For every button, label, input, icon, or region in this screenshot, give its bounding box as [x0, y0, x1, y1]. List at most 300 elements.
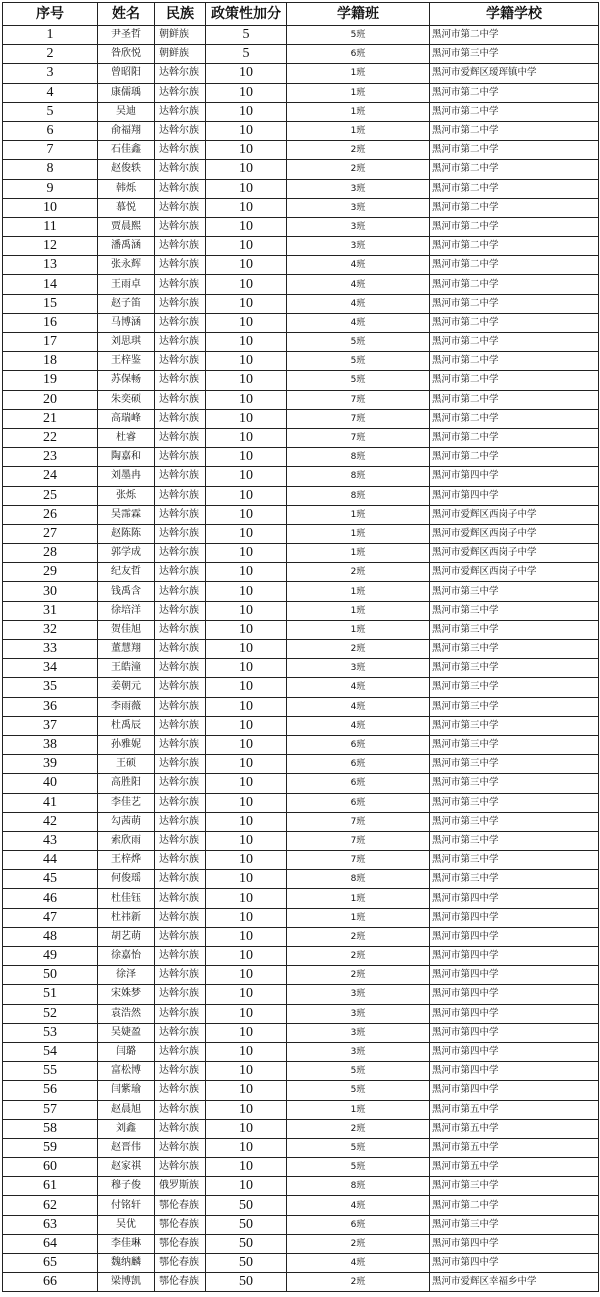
- cell-ethnicity: 达斡尔族: [155, 716, 206, 735]
- cell-class: 6班: [287, 735, 430, 754]
- cell-ethnicity: 达斡尔族: [155, 83, 206, 102]
- cell-name: 贺佳旭: [98, 620, 155, 639]
- cell-name: 王梓烨: [98, 851, 155, 870]
- cell-seq: 64: [3, 1234, 98, 1253]
- cell-school: 黑河市第三中学: [430, 620, 599, 639]
- cell-school: 黑河市第三中学: [430, 697, 599, 716]
- cell-name: 闫璐: [98, 1042, 155, 1061]
- cell-ethnicity: 达斡尔族: [155, 544, 206, 563]
- table-row: [3, 524, 599, 543]
- cell-bonus: 10: [206, 716, 287, 735]
- cell-name: 苏保畅: [98, 371, 155, 390]
- cell-school: 黑河市第二中学: [430, 333, 599, 352]
- cell-ethnicity: 达斡尔族: [155, 735, 206, 754]
- cell-name: 赵俊轶: [98, 160, 155, 179]
- cell-bonus: 10: [206, 870, 287, 889]
- table-row: [3, 774, 599, 793]
- cell-bonus: 10: [206, 179, 287, 198]
- cell-bonus: 10: [206, 1004, 287, 1023]
- table-row: [3, 141, 599, 160]
- table-row: [3, 179, 599, 198]
- cell-bonus: 10: [206, 1158, 287, 1177]
- table-row: [3, 851, 599, 870]
- cell-bonus: 10: [206, 467, 287, 486]
- cell-seq: 12: [3, 237, 98, 256]
- cell-school: 黑河市第四中学: [430, 1023, 599, 1042]
- cell-class: 1班: [287, 582, 430, 601]
- cell-class: 4班: [287, 716, 430, 735]
- cell-class: 4班: [287, 256, 430, 275]
- cell-name: 杜祎新: [98, 908, 155, 927]
- cell-ethnicity: 达斡尔族: [155, 275, 206, 294]
- cell-bonus: 10: [206, 620, 287, 639]
- cell-seq: 27: [3, 524, 98, 543]
- cell-bonus: 10: [206, 1119, 287, 1138]
- table-row: [3, 1004, 599, 1023]
- cell-name: 尹圣哲: [98, 26, 155, 45]
- table-row: [3, 294, 599, 313]
- cell-bonus: 10: [206, 1177, 287, 1196]
- cell-class: 1班: [287, 889, 430, 908]
- cell-class: 7班: [287, 851, 430, 870]
- cell-seq: 18: [3, 352, 98, 371]
- cell-class: 1班: [287, 83, 430, 102]
- cell-class: 1班: [287, 544, 430, 563]
- cell-seq: 15: [3, 294, 98, 313]
- cell-name: 纪友哲: [98, 563, 155, 582]
- table-row: [3, 371, 599, 390]
- cell-name: 赵家祺: [98, 1158, 155, 1177]
- cell-bonus: 10: [206, 697, 287, 716]
- table-row: [3, 1100, 599, 1119]
- cell-name: 袁浩然: [98, 1004, 155, 1023]
- cell-name: 魏纳麟: [98, 1254, 155, 1273]
- table-row: [3, 966, 599, 985]
- cell-seq: 20: [3, 390, 98, 409]
- cell-school: 黑河市第三中学: [430, 678, 599, 697]
- table-row: [3, 275, 599, 294]
- cell-ethnicity: 达斡尔族: [155, 294, 206, 313]
- cell-ethnicity: 达斡尔族: [155, 486, 206, 505]
- cell-bonus: 10: [206, 640, 287, 659]
- cell-school: 黑河市第二中学: [430, 448, 599, 467]
- cell-seq: 60: [3, 1158, 98, 1177]
- cell-school: 黑河市第二中学: [430, 256, 599, 275]
- cell-class: 2班: [287, 141, 430, 160]
- cell-class: 3班: [287, 179, 430, 198]
- cell-school: 黑河市爱辉区西岗子中学: [430, 524, 599, 543]
- cell-seq: 30: [3, 582, 98, 601]
- cell-school: 黑河市第五中学: [430, 1119, 599, 1138]
- cell-ethnicity: 达斡尔族: [155, 966, 206, 985]
- cell-seq: 59: [3, 1138, 98, 1157]
- cell-school: 黑河市第二中学: [430, 198, 599, 217]
- cell-name: 姜朝元: [98, 678, 155, 697]
- cell-bonus: 10: [206, 237, 287, 256]
- cell-class: 1班: [287, 601, 430, 620]
- table-row: [3, 908, 599, 927]
- cell-class: 3班: [287, 1023, 430, 1042]
- cell-seq: 26: [3, 505, 98, 524]
- cell-bonus: 10: [206, 371, 287, 390]
- cell-school: 黑河市爱辉区西岗子中学: [430, 505, 599, 524]
- cell-class: 1班: [287, 1100, 430, 1119]
- cell-class: 8班: [287, 448, 430, 467]
- cell-seq: 1: [3, 26, 98, 45]
- cell-name: 昝欣悦: [98, 45, 155, 64]
- header-bonus: 政策性加分: [206, 3, 287, 26]
- cell-bonus: 10: [206, 582, 287, 601]
- table-row: [3, 620, 599, 639]
- cell-seq: 42: [3, 812, 98, 831]
- cell-name: 王梓鉴: [98, 352, 155, 371]
- cell-ethnicity: 达斡尔族: [155, 947, 206, 966]
- cell-school: 黑河市第三中学: [430, 716, 599, 735]
- table-row: [3, 735, 599, 754]
- cell-school: 黑河市第四中学: [430, 1042, 599, 1061]
- table-row: [3, 985, 599, 1004]
- cell-bonus: 10: [206, 678, 287, 697]
- cell-bonus: 10: [206, 889, 287, 908]
- cell-ethnicity: 鄂伦春族: [155, 1273, 206, 1292]
- table-row: [3, 1234, 599, 1253]
- cell-ethnicity: 达斡尔族: [155, 237, 206, 256]
- cell-class: 4班: [287, 313, 430, 332]
- cell-bonus: 10: [206, 831, 287, 850]
- cell-bonus: 10: [206, 966, 287, 985]
- cell-seq: 58: [3, 1119, 98, 1138]
- table-row: [3, 1062, 599, 1081]
- cell-school: 黑河市第二中学: [430, 1196, 599, 1215]
- cell-ethnicity: 达斡尔族: [155, 640, 206, 659]
- cell-school: 黑河市第三中学: [430, 735, 599, 754]
- cell-name: 刘鑫: [98, 1119, 155, 1138]
- cell-seq: 65: [3, 1254, 98, 1273]
- table-row: [3, 1023, 599, 1042]
- cell-ethnicity: 达斡尔族: [155, 64, 206, 83]
- cell-seq: 39: [3, 755, 98, 774]
- cell-seq: 47: [3, 908, 98, 927]
- cell-school: 黑河市爱辉区西岗子中学: [430, 544, 599, 563]
- table-row: [3, 831, 599, 850]
- cell-class: 5班: [287, 26, 430, 45]
- cell-school: 黑河市第二中学: [430, 275, 599, 294]
- table-row: [3, 678, 599, 697]
- table-row: [3, 352, 599, 371]
- cell-seq: 21: [3, 409, 98, 428]
- cell-school: 黑河市第四中学: [430, 985, 599, 1004]
- cell-seq: 10: [3, 198, 98, 217]
- cell-class: 3班: [287, 217, 430, 236]
- cell-school: 黑河市第三中学: [430, 640, 599, 659]
- cell-bonus: 10: [206, 659, 287, 678]
- cell-class: 2班: [287, 640, 430, 659]
- table-row: [3, 582, 599, 601]
- cell-school: 黑河市第四中学: [430, 889, 599, 908]
- cell-ethnicity: 达斡尔族: [155, 102, 206, 121]
- table-row: [3, 121, 599, 140]
- cell-seq: 37: [3, 716, 98, 735]
- table-row: [3, 505, 599, 524]
- cell-class: 2班: [287, 947, 430, 966]
- cell-school: 黑河市第四中学: [430, 1004, 599, 1023]
- cell-name: 高瑞峰: [98, 409, 155, 428]
- cell-seq: 3: [3, 64, 98, 83]
- cell-bonus: 10: [206, 217, 287, 236]
- cell-name: 穆子俊: [98, 1177, 155, 1196]
- cell-ethnicity: 达斡尔族: [155, 659, 206, 678]
- cell-bonus: 10: [206, 601, 287, 620]
- cell-class: 3班: [287, 1004, 430, 1023]
- table-row: [3, 1177, 599, 1196]
- cell-ethnicity: 鄂伦春族: [155, 1215, 206, 1234]
- cell-seq: 8: [3, 160, 98, 179]
- cell-bonus: 10: [206, 1042, 287, 1061]
- cell-class: 1班: [287, 121, 430, 140]
- cell-school: 黑河市第三中学: [430, 870, 599, 889]
- table-row: [3, 1273, 599, 1292]
- table-row: [3, 237, 599, 256]
- cell-school: 黑河市第二中学: [430, 313, 599, 332]
- cell-school: 黑河市第三中学: [430, 755, 599, 774]
- cell-ethnicity: 达斡尔族: [155, 697, 206, 716]
- cell-class: 7班: [287, 428, 430, 447]
- cell-name: 董慧翔: [98, 640, 155, 659]
- cell-bonus: 10: [206, 927, 287, 946]
- table-row: [3, 640, 599, 659]
- cell-school: 黑河市第二中学: [430, 160, 599, 179]
- cell-class: 6班: [287, 755, 430, 774]
- cell-name: 王皓潼: [98, 659, 155, 678]
- cell-ethnicity: 达斡尔族: [155, 812, 206, 831]
- cell-name: 贾晨熙: [98, 217, 155, 236]
- cell-class: 1班: [287, 524, 430, 543]
- cell-school: 黑河市第二中学: [430, 371, 599, 390]
- cell-seq: 28: [3, 544, 98, 563]
- cell-seq: 57: [3, 1100, 98, 1119]
- cell-name: 张烁: [98, 486, 155, 505]
- cell-seq: 35: [3, 678, 98, 697]
- cell-seq: 51: [3, 985, 98, 1004]
- cell-class: 5班: [287, 371, 430, 390]
- cell-class: 2班: [287, 563, 430, 582]
- cell-name: 付铭轩: [98, 1196, 155, 1215]
- table-row: [3, 390, 599, 409]
- header-ethnicity: 民族: [155, 3, 206, 26]
- cell-ethnicity: 达斡尔族: [155, 467, 206, 486]
- cell-class: 2班: [287, 1119, 430, 1138]
- cell-ethnicity: 达斡尔族: [155, 678, 206, 697]
- cell-class: 5班: [287, 1158, 430, 1177]
- cell-school: 黑河市第三中学: [430, 812, 599, 831]
- cell-ethnicity: 达斡尔族: [155, 985, 206, 1004]
- cell-name: 李雨薇: [98, 697, 155, 716]
- cell-school: 黑河市第三中学: [430, 601, 599, 620]
- table-row: [3, 755, 599, 774]
- table-row: [3, 1254, 599, 1273]
- cell-name: 吴霈霖: [98, 505, 155, 524]
- cell-school: 黑河市第二中学: [430, 352, 599, 371]
- cell-seq: 46: [3, 889, 98, 908]
- cell-seq: 13: [3, 256, 98, 275]
- cell-class: 2班: [287, 966, 430, 985]
- cell-school: 黑河市第四中学: [430, 966, 599, 985]
- cell-name: 李佳艺: [98, 793, 155, 812]
- table-row: [3, 927, 599, 946]
- table-row: [3, 467, 599, 486]
- cell-ethnicity: 达斡尔族: [155, 1062, 206, 1081]
- cell-seq: 14: [3, 275, 98, 294]
- cell-name: 勾茜萌: [98, 812, 155, 831]
- cell-school: 黑河市第四中学: [430, 1062, 599, 1081]
- cell-ethnicity: 达斡尔族: [155, 620, 206, 639]
- cell-bonus: 10: [206, 851, 287, 870]
- cell-bonus: 10: [206, 1138, 287, 1157]
- cell-ethnicity: 达斡尔族: [155, 313, 206, 332]
- cell-ethnicity: 俄罗斯族: [155, 1177, 206, 1196]
- cell-seq: 32: [3, 620, 98, 639]
- cell-school: 黑河市第三中学: [430, 659, 599, 678]
- cell-name: 索欣雨: [98, 831, 155, 850]
- cell-bonus: 10: [206, 256, 287, 275]
- cell-bonus: 50: [206, 1196, 287, 1215]
- cell-class: 8班: [287, 486, 430, 505]
- cell-name: 富松博: [98, 1062, 155, 1081]
- cell-seq: 50: [3, 966, 98, 985]
- cell-school: 黑河市第五中学: [430, 1158, 599, 1177]
- cell-bonus: 10: [206, 198, 287, 217]
- cell-class: 5班: [287, 1062, 430, 1081]
- table-row: [3, 160, 599, 179]
- cell-seq: 29: [3, 563, 98, 582]
- cell-class: 1班: [287, 620, 430, 639]
- table-row: [3, 45, 599, 64]
- cell-class: 5班: [287, 1081, 430, 1100]
- table-row: [3, 26, 599, 45]
- cell-class: 3班: [287, 659, 430, 678]
- cell-name: 潘禹涵: [98, 237, 155, 256]
- cell-class: 2班: [287, 1234, 430, 1253]
- cell-class: 8班: [287, 870, 430, 889]
- cell-name: 赵晋伟: [98, 1138, 155, 1157]
- cell-class: 7班: [287, 812, 430, 831]
- cell-ethnicity: 达斡尔族: [155, 524, 206, 543]
- cell-school: 黑河市第二中学: [430, 237, 599, 256]
- cell-seq: 24: [3, 467, 98, 486]
- cell-seq: 38: [3, 735, 98, 754]
- cell-seq: 19: [3, 371, 98, 390]
- table-row: [3, 1081, 599, 1100]
- cell-school: 黑河市第四中学: [430, 947, 599, 966]
- table-row: [3, 697, 599, 716]
- cell-school: 黑河市第二中学: [430, 409, 599, 428]
- cell-name: 梁博凯: [98, 1273, 155, 1292]
- table-row: [3, 1119, 599, 1138]
- cell-class: 6班: [287, 1215, 430, 1234]
- cell-name: 韩烁: [98, 179, 155, 198]
- table-row: [3, 563, 599, 582]
- cell-bonus: 10: [206, 275, 287, 294]
- cell-class: 5班: [287, 333, 430, 352]
- cell-seq: 62: [3, 1196, 98, 1215]
- cell-school: 黑河市第四中学: [430, 486, 599, 505]
- cell-ethnicity: 达斡尔族: [155, 927, 206, 946]
- cell-ethnicity: 达斡尔族: [155, 371, 206, 390]
- cell-bonus: 10: [206, 102, 287, 121]
- cell-name: 刘墨冉: [98, 467, 155, 486]
- cell-school: 黑河市第三中学: [430, 851, 599, 870]
- cell-bonus: 50: [206, 1234, 287, 1253]
- cell-class: 7班: [287, 390, 430, 409]
- cell-class: 2班: [287, 1273, 430, 1292]
- cell-seq: 7: [3, 141, 98, 160]
- table-row: [3, 659, 599, 678]
- cell-seq: 11: [3, 217, 98, 236]
- cell-ethnicity: 达斡尔族: [155, 908, 206, 927]
- cell-ethnicity: 达斡尔族: [155, 141, 206, 160]
- cell-ethnicity: 达斡尔族: [155, 217, 206, 236]
- cell-seq: 55: [3, 1062, 98, 1081]
- cell-name: 朱奕硕: [98, 390, 155, 409]
- cell-seq: 2: [3, 45, 98, 64]
- cell-class: 4班: [287, 275, 430, 294]
- cell-ethnicity: 达斡尔族: [155, 889, 206, 908]
- cell-name: 徐嘉怡: [98, 947, 155, 966]
- cell-seq: 31: [3, 601, 98, 620]
- cell-school: 黑河市第三中学: [430, 582, 599, 601]
- cell-bonus: 10: [206, 313, 287, 332]
- cell-school: 黑河市第四中学: [430, 467, 599, 486]
- cell-bonus: 10: [206, 793, 287, 812]
- cell-name: 马博涵: [98, 313, 155, 332]
- table-row: [3, 486, 599, 505]
- cell-bonus: 50: [206, 1273, 287, 1292]
- cell-bonus: 10: [206, 774, 287, 793]
- cell-bonus: 10: [206, 524, 287, 543]
- cell-school: 黑河市第三中学: [430, 793, 599, 812]
- cell-seq: 22: [3, 428, 98, 447]
- cell-bonus: 50: [206, 1215, 287, 1234]
- cell-name: 陶嘉和: [98, 448, 155, 467]
- cell-bonus: 10: [206, 352, 287, 371]
- cell-bonus: 10: [206, 121, 287, 140]
- cell-school: 黑河市第三中学: [430, 1215, 599, 1234]
- header-school: 学籍学校: [430, 3, 599, 26]
- cell-school: 黑河市第四中学: [430, 908, 599, 927]
- cell-school: 黑河市爱辉区幸福乡中学: [430, 1273, 599, 1292]
- table-row: [3, 83, 599, 102]
- cell-name: 赵陈陈: [98, 524, 155, 543]
- cell-seq: 63: [3, 1215, 98, 1234]
- cell-name: 曾昭阳: [98, 64, 155, 83]
- cell-bonus: 10: [206, 1062, 287, 1081]
- cell-seq: 49: [3, 947, 98, 966]
- cell-name: 杜睿: [98, 428, 155, 447]
- cell-seq: 40: [3, 774, 98, 793]
- cell-ethnicity: 达斡尔族: [155, 1042, 206, 1061]
- student-bonus-sheet: [2, 2, 598, 1292]
- cell-bonus: 10: [206, 486, 287, 505]
- cell-bonus: 50: [206, 1254, 287, 1273]
- cell-class: 4班: [287, 1254, 430, 1273]
- cell-school: 黑河市第二中学: [430, 294, 599, 313]
- cell-school: 黑河市第四中学: [430, 1081, 599, 1100]
- cell-school: 黑河市第三中学: [430, 45, 599, 64]
- cell-class: 1班: [287, 505, 430, 524]
- cell-bonus: 5: [206, 26, 287, 45]
- cell-class: 5班: [287, 1138, 430, 1157]
- cell-school: 黑河市第五中学: [430, 1100, 599, 1119]
